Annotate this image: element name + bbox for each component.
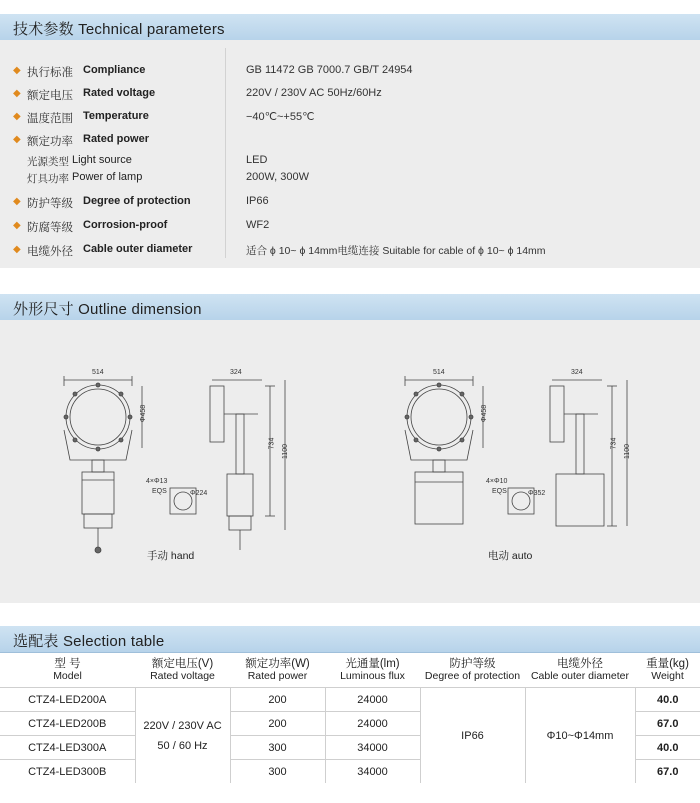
diamond-bullet-icon: ◆ xyxy=(13,111,21,122)
param-label-en: Light source xyxy=(72,154,132,166)
weight-cell: 40.0 xyxy=(635,736,700,760)
hand-side-view xyxy=(210,380,285,550)
col-header: 型 号 Model xyxy=(53,658,82,682)
param-row xyxy=(0,133,700,151)
hand-front-view xyxy=(64,376,142,553)
param-label-cn: 防腐等级 xyxy=(27,222,73,234)
auto-side-view xyxy=(550,380,627,526)
weight-cell: 67.0 xyxy=(635,712,700,736)
selection-table-wrap xyxy=(0,653,700,783)
dim-height-2-label: 1100 xyxy=(282,443,290,460)
outline-drawing xyxy=(0,320,700,603)
power-cell: 300 xyxy=(230,760,325,784)
flux-cell: 24000 xyxy=(325,712,420,736)
col-header: 重量(kg) Weight xyxy=(646,658,689,682)
param-label-en: Rated voltage xyxy=(83,87,156,99)
param-value: 220V / 230V AC 50Hz/60Hz xyxy=(246,87,382,99)
parameters-panel xyxy=(0,40,700,268)
col-header: 防护等级 Degree of protection xyxy=(424,658,521,682)
param-value: −40℃~+55℃ xyxy=(246,111,315,123)
section-title: 外形尺寸 Outline dimension xyxy=(13,301,202,318)
param-label-en: Rated power xyxy=(83,133,150,145)
diamond-bullet-icon: ◆ xyxy=(13,196,21,207)
model-cell: CTZ4-LED200A xyxy=(0,688,135,712)
col-header: 电缆外径 Cable outer diameter xyxy=(530,658,630,682)
eqs-label: EQS xyxy=(152,488,167,495)
protection-cell: IP66 xyxy=(420,688,525,784)
dim-side-width-label: 324 xyxy=(230,369,242,376)
pcd-label: Φ224 xyxy=(190,490,208,497)
holes-label: 4×Φ13 xyxy=(146,478,168,485)
weight-cell: 67.0 xyxy=(635,760,700,784)
flux-cell: 34000 xyxy=(325,760,420,784)
diamond-bullet-icon: ◆ xyxy=(13,88,21,99)
dim-diameter-label: Φ458 xyxy=(481,404,489,423)
param-label-en: Corrosion-proof xyxy=(83,219,168,231)
param-label-cn: 灯具功率 xyxy=(27,173,69,185)
flux-cell: 34000 xyxy=(325,736,420,760)
selection-table xyxy=(0,653,700,783)
param-value: LED xyxy=(246,154,268,166)
weight-cell: 40.0 xyxy=(635,688,700,712)
param-label-cn: 光源类型 xyxy=(27,156,69,168)
param-label-en: Temperature xyxy=(83,110,149,122)
flux-cell: 24000 xyxy=(325,688,420,712)
param-value: GB 11472 GB 7000.7 GB/T 24954 xyxy=(246,64,413,76)
col-header: 光通量(lm) Luminous flux xyxy=(340,658,405,682)
param-row xyxy=(0,64,700,82)
param-label-cn: 电缆外径 xyxy=(27,246,73,258)
param-label-cn: 温度范围 xyxy=(27,113,73,125)
model-cell: CTZ4-LED300B xyxy=(0,760,135,784)
param-row xyxy=(0,195,700,213)
hand-caption: 手动 hand xyxy=(147,550,195,562)
dim-height-2-label: 1100 xyxy=(624,443,632,460)
eqs-label: EQS xyxy=(492,488,507,495)
param-label-cn: 额定功率 xyxy=(27,136,73,148)
power-cell: 300 xyxy=(230,736,325,760)
cable-cell: Φ10~Φ14mm xyxy=(525,688,635,784)
param-label-en: Cable outer diameter xyxy=(83,243,193,255)
section-title: 选配表 Selection table xyxy=(13,633,165,650)
auto-caption: 电动 auto xyxy=(488,550,533,562)
param-label-cn: 防护等级 xyxy=(27,198,73,210)
param-value: WF2 xyxy=(246,219,270,231)
dim-width-label: 514 xyxy=(433,369,445,376)
param-row xyxy=(0,219,700,237)
param-row xyxy=(0,171,700,189)
param-row xyxy=(0,243,700,261)
diamond-bullet-icon: ◆ xyxy=(13,220,21,231)
pcd-label: Φ352 xyxy=(528,490,546,497)
power-cell: 200 xyxy=(230,688,325,712)
param-label-en: Compliance xyxy=(83,64,146,76)
voltage-cell: 220V / 230V AC 50 / 60 Hz xyxy=(135,688,230,784)
auto-front-view xyxy=(405,376,483,524)
dim-width-label: 514 xyxy=(92,369,104,376)
param-label-en: Power of lamp xyxy=(72,171,143,183)
dim-diameter-label: Φ458 xyxy=(140,404,148,423)
diamond-bullet-icon: ◆ xyxy=(13,134,21,145)
param-value: 适合 ϕ 10~ ϕ 14mm电缆连接 Suitable for cable of ϕ 10~ ϕ 14mm xyxy=(246,245,546,257)
col-header: 额定电压(V) Rated voltage xyxy=(150,658,215,682)
model-cell: CTZ4-LED200B xyxy=(0,712,135,736)
model-cell: CTZ4-LED300A xyxy=(0,736,135,760)
outline-panel xyxy=(0,320,700,603)
col-header: 额定功率(W) Rated power xyxy=(245,658,310,682)
dim-height-1-label: 734 xyxy=(268,437,276,450)
diamond-bullet-icon: ◆ xyxy=(13,65,21,76)
section-header-outline xyxy=(0,294,700,321)
param-row xyxy=(0,87,700,105)
diamond-bullet-icon: ◆ xyxy=(13,244,21,255)
power-cell: 200 xyxy=(230,712,325,736)
param-label-cn: 额定电压 xyxy=(27,90,73,102)
param-value: 200W, 300W xyxy=(246,171,309,183)
section-title: 技术参数 Technical parameters xyxy=(13,21,225,38)
param-label-en: Degree of protection xyxy=(83,195,191,207)
holes-label: 4×Φ10 xyxy=(486,478,508,485)
param-label-cn: 执行标准 xyxy=(27,67,73,79)
section-header-technical xyxy=(0,14,700,41)
param-row xyxy=(0,154,700,172)
param-row xyxy=(0,110,700,128)
table-row xyxy=(0,688,700,712)
section-header-selection xyxy=(0,626,700,653)
table-header-row xyxy=(0,653,700,688)
dim-height-1-label: 734 xyxy=(610,437,618,450)
param-value: IP66 xyxy=(246,195,269,207)
dim-side-width-label: 324 xyxy=(571,369,583,376)
